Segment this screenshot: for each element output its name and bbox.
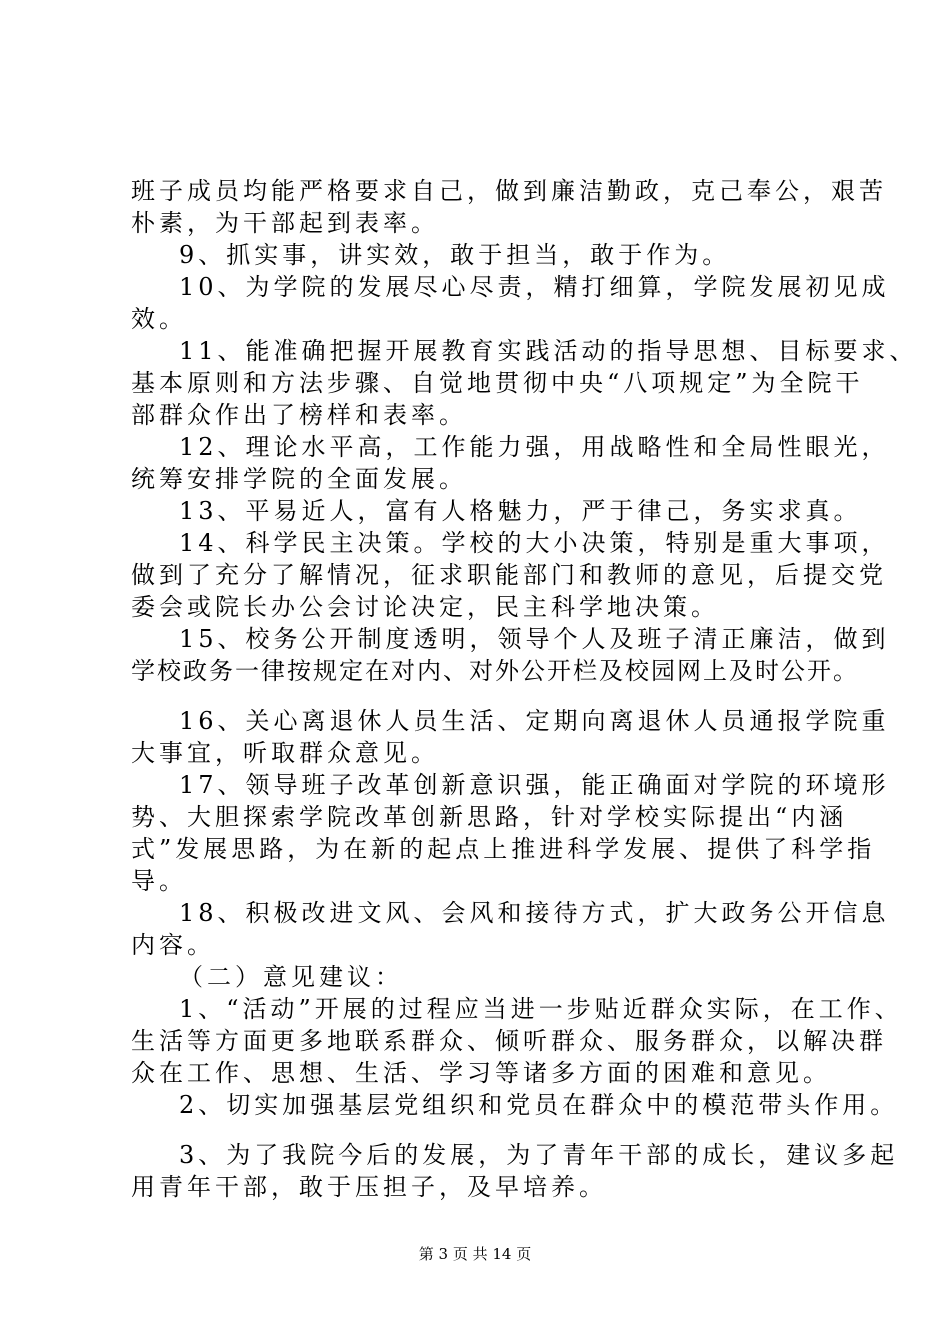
text-line: 大事宜，听取群众意见。 (131, 739, 439, 767)
text-line: 做到了充分了解情况，征求职能部门和教师的意见，后提交党 (131, 561, 887, 589)
text-line: 势、大胆探索学院改革创新思路，针对学校实际提出“内涵 (131, 803, 848, 831)
text-line: 基本原则和方法步骤、自觉地贯彻中央“八项规定”为全院干 (131, 369, 864, 397)
text-line: 学校政务一律按规定在对内、对外公开栏及校园网上及时公开。 (131, 657, 859, 685)
text-line: 导。 (131, 867, 187, 895)
text-line: 17、领导班子改革创新意识强，能正确面对学院的环境形 (179, 771, 890, 799)
section-heading: （二）意见建议： (179, 963, 403, 991)
text-line: 13、平易近人，富有人格魅力，严于律己，务实求真。 (179, 497, 862, 525)
text-line: 式”发展思路，为在新的起点上推进科学发展、提供了科学指 (131, 835, 876, 863)
page-footer: 第 3 页 共 14 页 (418, 1245, 532, 1263)
text-line: 用青年干部，敢于压担子，及早培养。 (131, 1173, 607, 1201)
text-line: 众在工作、思想、生活、学习等诸多方面的困难和意见。 (131, 1059, 831, 1087)
text-line: 9、抓实事，讲实效，敢于担当，敢于作为。 (179, 241, 731, 269)
text-line: 生活等方面更多地联系群众、倾听群众、服务群众，以解决群 (131, 1027, 887, 1055)
text-line: 12、理论水平高，工作能力强，用战略性和全局性眼光， (179, 433, 890, 461)
text-line: 2、切实加强基层党组织和党员在群众中的模范带头作用。 (179, 1091, 899, 1119)
text-line: 班子成员均能严格要求自己，做到廉洁勤政，克己奉公，艰苦 (131, 177, 887, 205)
text-line: 效。 (131, 305, 187, 333)
text-line: 统筹安排学院的全面发展。 (131, 465, 467, 493)
text-line: 1、“活动”开展的过程应当进一步贴近群众实际，在工作、 (179, 995, 903, 1023)
text-line: 3、为了我院今后的发展，为了青年干部的成长，建议多起 (179, 1141, 899, 1169)
text-line: 委会或院长办公会讨论决定，民主科学地决策。 (131, 593, 719, 621)
text-line: 18、积极改进文风、会风和接待方式，扩大政务公开信息 (179, 899, 890, 927)
text-line: 14、科学民主决策。学校的大小决策，特别是重大事项， (179, 529, 890, 557)
text-line: 部群众作出了榜样和表率。 (131, 401, 467, 429)
text-line: 内容。 (131, 931, 215, 959)
text-line: 11、能准确把握开展教育实践活动的指导思想、目标要求、 (179, 337, 918, 365)
text-line: 15、校务公开制度透明，领导个人及班子清正廉洁，做到 (179, 625, 890, 653)
text-line: 朴素，为干部起到表率。 (131, 209, 439, 237)
text-line: 10、为学院的发展尽心尽责，精打细算，学院发展初见成 (179, 273, 890, 301)
text-line: 16、关心离退休人员生活、定期向离退休人员通报学院重 (179, 707, 890, 735)
